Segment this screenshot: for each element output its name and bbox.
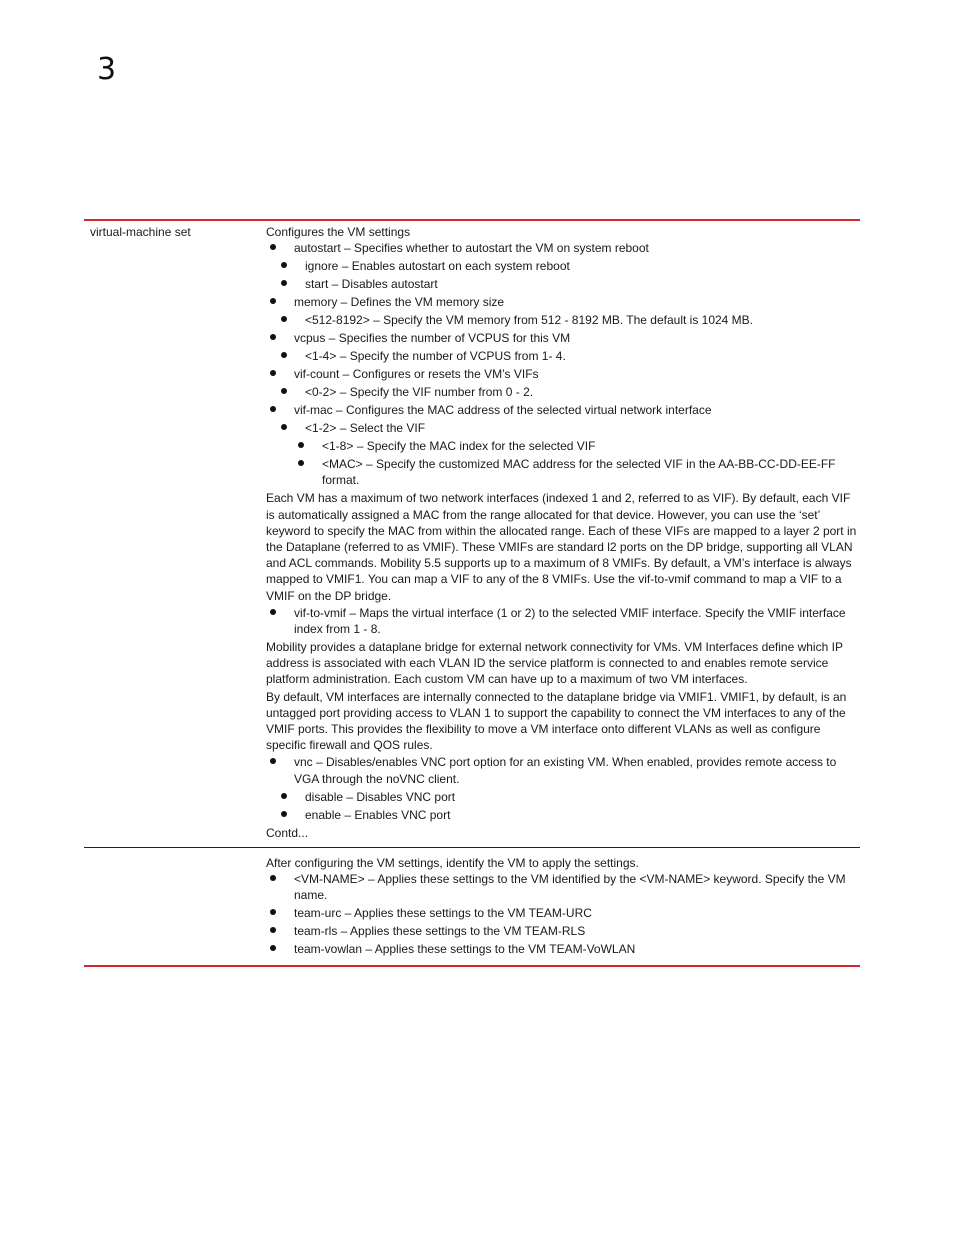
- list-item-text: vcpus – Specifies the number of VCPUS for this VM: [294, 331, 571, 346]
- list-item: [266, 276, 858, 292]
- intro-text: After configuring the VM settings, identify the VM to apply the settings.: [266, 855, 639, 870]
- paragraph: By default, VM interfaces are internally connected to the dataplane bridge via VMIF1. VMIF1, by default, is an untagged port providing access to VLAN 1 to support the capability to connect the VM interfaces to any of the VMIF ports. This provides the flexibility to move a VM interface onto different VLANs as well as configure specific firewall and QOS rules.: [266, 689, 847, 753]
- bullet-icon: [270, 945, 276, 951]
- bullet-icon: [281, 793, 287, 799]
- list-item: [266, 240, 858, 256]
- list-item: [266, 294, 858, 310]
- list-item: [266, 312, 858, 328]
- table-row: [84, 221, 860, 847]
- list-item: [266, 456, 858, 488]
- list-item-text: <1-2> – Select the VIF: [305, 421, 426, 436]
- list-item-text: start – Disables autostart: [305, 277, 438, 292]
- table-bottom-rule: [84, 965, 860, 967]
- continued-note: Contd...: [266, 825, 309, 840]
- intro-text: Configures the VM settings: [266, 225, 411, 239]
- list-item: [266, 754, 858, 786]
- list-item-text: vif-to-vmif – Maps the virtual interface (1 or 2) to the selected VMIF interface. Specify the VMIF interface index from 1 - 8.: [294, 605, 846, 637]
- list-item-text: vnc – Disables/enables VNC port option for an existing VM. When enabled, provides remote access to VGA through the noVNC client.: [294, 755, 837, 786]
- list-item-text: <1-8> – Specify the MAC index for the selected VIF: [322, 439, 596, 454]
- parameter-list: [266, 605, 858, 637]
- bullet-icon: [270, 334, 276, 340]
- list-item: [266, 941, 858, 957]
- bullet-icon: [298, 442, 304, 448]
- list-item: [266, 871, 858, 903]
- list-item: [266, 905, 858, 921]
- bullet-icon: [281, 388, 287, 394]
- list-item: [266, 258, 858, 274]
- bullet-icon: [281, 316, 287, 322]
- bullet-icon: [270, 609, 276, 615]
- list-item-text: <512-8192> – Specify the VM memory from 512 - 8192 MB. The default is 1024 MB.: [305, 313, 754, 328]
- description-cell: [266, 855, 858, 958]
- list-item-text: vif-count – Configures or resets the VM’s VIFs: [294, 367, 539, 382]
- list-item: [266, 348, 858, 364]
- paragraph: Mobility provides a dataplane bridge for external network connectivity for VMs. VM Interfaces define which IP address is associated with each VLAN ID the service platform is connected to and enables remote service platform administration. Each custom VM can have up to a maximum of two VM interfaces.: [266, 640, 843, 687]
- paragraph: Each VM has a maximum of two network interfaces (indexed 1 and 2, referred to as VIF). By default, each VIF is automatically assigned a MAC from the range allocated for that device. However, you can use the ‘set’ keyword to specify the MAC from within the allocated range. Each of these VIFs are mapped to a layer 2 port in the Dataplane (referred to as VMIF). These VMIFs are standard l2 ports on the DP bridge, supporting all VLAN and ACL commands. Mobility 5.5 supports up to a maximum of 8 VMIFs. By default, a VM’s interface is always mapped to VMIF1. You can map a VIF to any of the 8 VMIFs. Use the vif-to-vmif command to map a VIF to a VMIF on the DP bridge.: [266, 491, 857, 603]
- bullet-icon: [270, 298, 276, 304]
- list-item: [266, 330, 858, 346]
- list-item-text: enable – Enables VNC port: [305, 807, 451, 822]
- list-item-text: autostart – Specifies whether to autostart the VM on system reboot: [294, 241, 649, 256]
- list-item-text: ignore – Enables autostart on each system reboot: [305, 259, 570, 274]
- chapter-number: 3: [97, 52, 117, 87]
- list-item-text: <VM-NAME> – Applies these settings to the VM identified by the <VM-NAME> keyword. Specify the VM name.: [294, 872, 846, 903]
- parameter-list: [266, 754, 858, 822]
- list-item: [266, 384, 858, 400]
- bullet-icon: [270, 406, 276, 412]
- list-item-text: vif-mac – Configures the MAC address of the selected virtual network interface: [294, 403, 712, 418]
- list-item: [266, 605, 858, 637]
- list-item-text: team-vowlan – Applies these settings to the VM TEAM-VoWLAN: [294, 942, 636, 957]
- command-table: [84, 219, 860, 967]
- bullet-icon: [270, 927, 276, 933]
- bullet-icon: [281, 352, 287, 358]
- bullet-icon: [281, 262, 287, 268]
- bullet-icon: [270, 875, 276, 881]
- list-item: [266, 420, 858, 436]
- list-item: [266, 366, 858, 382]
- description-cell: [266, 224, 858, 841]
- list-item: [266, 789, 858, 805]
- parameter-list: [266, 871, 858, 957]
- bullet-icon: [281, 280, 287, 286]
- bullet-icon: [270, 758, 276, 764]
- command-name: virtual-machine set: [90, 225, 191, 239]
- list-item-text: <MAC> – Specify the customized MAC address for the selected VIF in the AA-BB-CC-DD-EE-FF format.: [322, 457, 836, 488]
- bullet-icon: [270, 909, 276, 915]
- list-item-text: disable – Disables VNC port: [305, 789, 456, 804]
- list-item: [266, 923, 858, 939]
- list-item: [266, 402, 858, 418]
- bullet-icon: [281, 424, 287, 430]
- table-row: [84, 848, 860, 965]
- bullet-icon: [281, 811, 287, 817]
- list-item-text: team-urc – Applies these settings to the VM TEAM-URC: [294, 906, 592, 921]
- list-item-text: team-rls – Applies these settings to the VM TEAM-RLS: [294, 924, 586, 939]
- list-item-text: <0-2> – Specify the VIF number from 0 - 2.: [305, 385, 534, 400]
- bullet-icon: [298, 460, 304, 466]
- list-item-text: <1-4> – Specify the number of VCPUS from 1- 4.: [305, 349, 566, 364]
- bullet-icon: [270, 370, 276, 376]
- list-item: [266, 438, 858, 454]
- list-item: [266, 807, 858, 823]
- bullet-icon: [270, 244, 276, 250]
- parameter-list: [266, 240, 858, 488]
- list-item-text: memory – Defines the VM memory size: [294, 295, 505, 310]
